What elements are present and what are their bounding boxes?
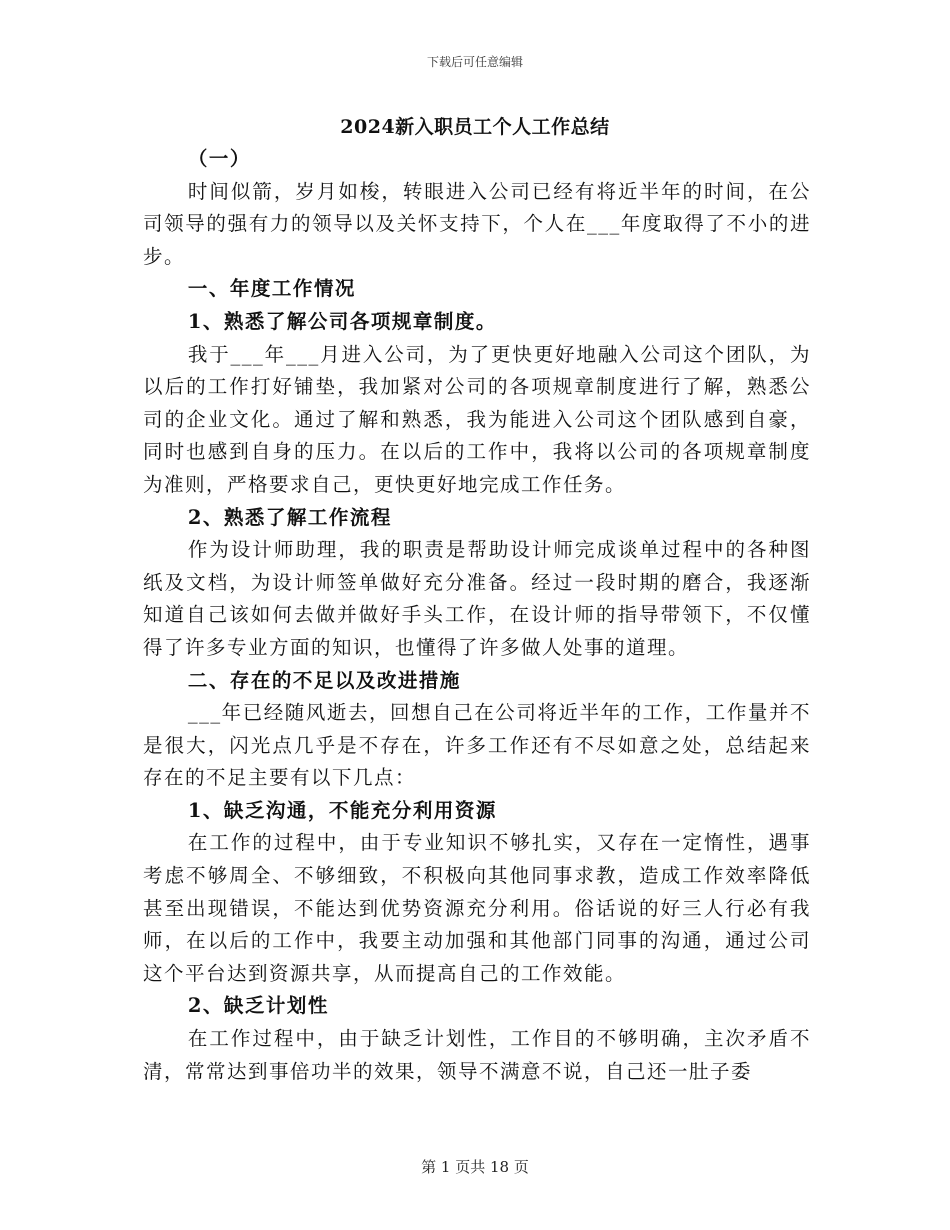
paragraph-planning: 在工作过程中，由于缺乏计划性，工作目的不够明确，主次矛盾不清，常常达到事倍功半的效果，领导不满意不说，自己还一肚子委 bbox=[143, 1027, 811, 1083]
paragraph-rules: 我于___年___月进入公司，为了更快更好地融入公司这个团队，为以后的工作打好铺垫，我加紧对公司的各项规章制度进行了解，熟悉公司的企业文化。通过了解和熟悉，我为能进入公司这个团队感到自豪，同时也感到自身的压力。在以后的工作中，我将以公司的各项规章制度为准则，严格要求自己，更快更好地完成工作任务。 bbox=[143, 342, 811, 496]
subheading-planning: 2、缺乏计划性 bbox=[187, 994, 329, 1018]
paragraph-workflow: 作为设计师助理，我的职责是帮助设计师完成谈单过程中的各种图纸及文档，为设计师签单做好充分准备。经过一段时期的磨合，我逐渐知道自己该如何去做并做好手头工作，在设计师的指导带领下，不仅懂得了许多专业方面的知识，也懂得了许多做人处事的道理。 bbox=[143, 538, 811, 659]
document-title: 2024新入职员工个人工作总结 bbox=[340, 116, 610, 138]
heading-shortcomings: 二、存在的不足以及改进措施 bbox=[187, 668, 461, 692]
document-body bbox=[143, 143, 811, 1088]
paragraph-communication: 在工作的过程中，由于专业知识不够扎实，又存在一定惰性，遇事考虑不够周全、不够细致，不积极向其他同事求教，造成工作效率降低甚至出现错误，不能达到优势资源充分利用。俗话说的好三人行必有我师，在以后的工作中，我要主动加强和其他部门同事的沟通，通过公司这个平台达到资源共享，从而提高自己的工作效能。 bbox=[143, 831, 811, 985]
subheading-communication: 1、缺乏沟通，不能充分利用资源 bbox=[187, 798, 497, 822]
download-note: 下载后可任意编辑 bbox=[426, 55, 523, 69]
paragraph-shortcomings: ___年已经随风逝去，回想自己在公司将近半年的工作，工作量并不是很大，闪光点几乎是不存在，许多工作还有不尽如意之处，总结起来存在的不足主要有以下几点： bbox=[143, 701, 811, 790]
intro-paragraph: 时间似箭，岁月如梭，转眼进入公司已经有将近半年的时间，在公司领导的强有力的领导以及关怀支持下，个人在___年度取得了不小的进步。 bbox=[143, 179, 811, 268]
page-number: 第 1 页共 18 页 bbox=[421, 1158, 529, 1176]
subheading-rules: 1、熟悉了解公司各项规章制度。 bbox=[187, 309, 497, 333]
subheading-workflow: 2、熟悉了解工作流程 bbox=[187, 505, 392, 529]
section-label: （一） bbox=[187, 147, 251, 170]
heading-annual-work: 一、年度工作情况 bbox=[187, 277, 356, 301]
